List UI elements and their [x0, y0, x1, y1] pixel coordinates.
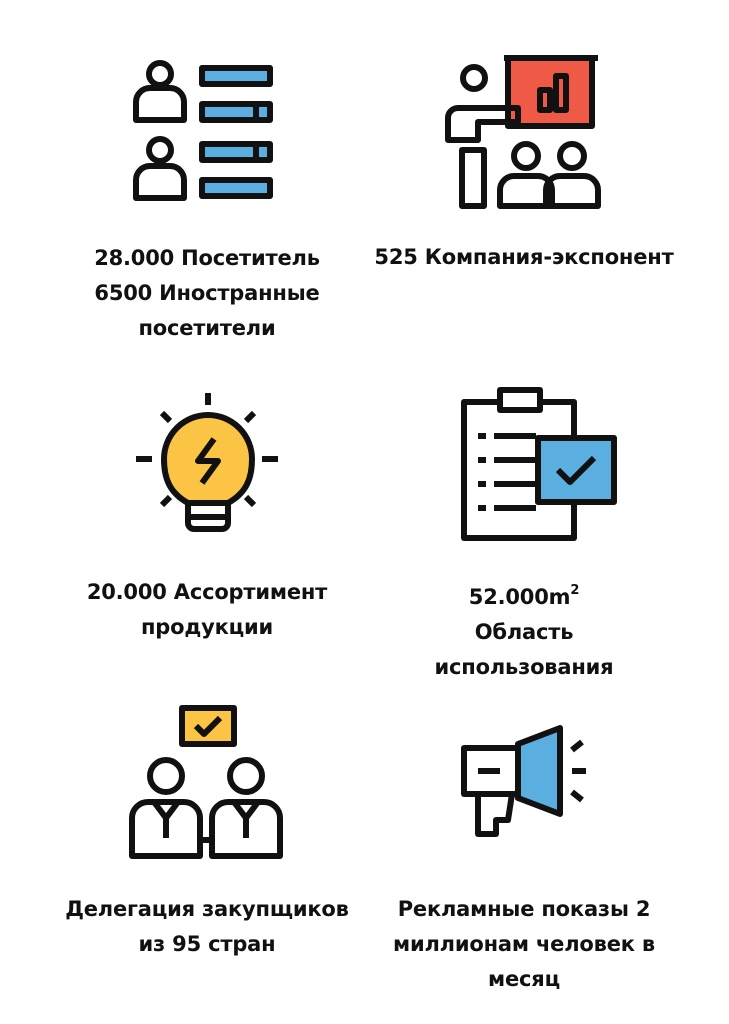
clipboard-check-icon: [460, 388, 620, 544]
caption-line: Делегация закупщиков: [65, 897, 349, 921]
caption-line: Область: [474, 620, 574, 644]
caption-line: 525 Компания-экспонент: [374, 245, 674, 269]
area-value: [354, 575, 694, 615]
caption-line: месяц: [488, 967, 560, 991]
lightbulb-icon: [134, 393, 280, 543]
buyers-delegation-icon: [128, 706, 288, 862]
exhibitors-caption: [354, 240, 694, 275]
area-number: 52.000m: [468, 585, 571, 609]
caption-line: 28.000 Посетитель: [94, 246, 320, 270]
visitors-list-icon: [130, 60, 276, 206]
area-caption: [354, 575, 694, 685]
caption-line: 6500 Иностранные: [94, 281, 320, 305]
caption-line: 20.000 Ассортимент: [86, 580, 328, 604]
area-exponent: 2: [570, 583, 580, 598]
caption-line: из 95 стран: [138, 932, 276, 956]
products-caption: [37, 575, 377, 645]
delegation-caption: [37, 892, 377, 962]
caption-line: продукции: [140, 615, 274, 639]
advertising-caption: [354, 892, 694, 997]
presentation-audience-icon: [444, 52, 604, 212]
caption-line: посетители: [138, 316, 276, 340]
caption-line: использования: [434, 655, 614, 679]
caption-line: миллионам человек в: [393, 932, 655, 956]
megaphone-icon: [460, 724, 590, 844]
caption-line: Рекламные показы 2: [397, 897, 651, 921]
visitors-caption: [37, 241, 377, 346]
